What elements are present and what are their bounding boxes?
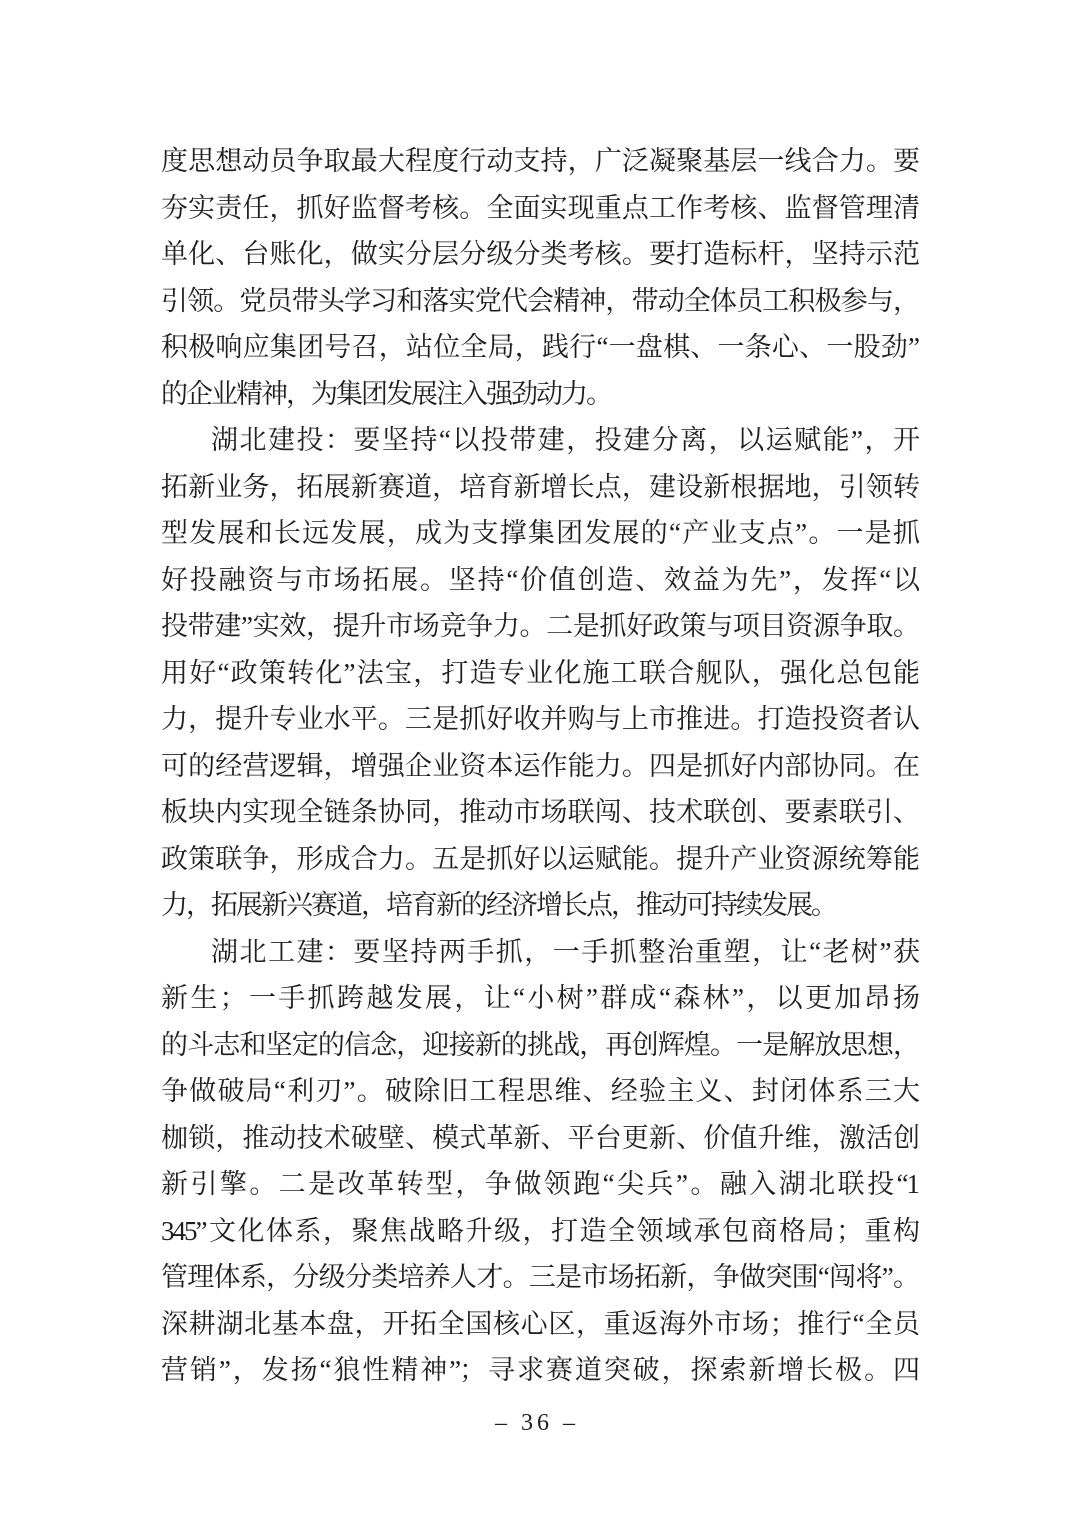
text-line: 的企业精神，为集团发展注入强劲动力。 — [161, 378, 611, 409]
text-line: 拓新业务，拓展新赛道，培育新增长点，建设新根据地，引领转 — [161, 471, 918, 502]
text-line: 力，提升专业水平。三是抓好收并购与上市推进。打造投资者认 — [161, 704, 918, 734]
text-line: 力，拓展新兴赛道，培育新的经济增长点，推动可持续发展。 — [161, 890, 836, 920]
text-line: 积极响应集团号召，站位全局，践行“一盘棋、一条心、一股劲” — [161, 332, 918, 362]
text-line: 深耕湖北基本盘，开拓全国核心区，重返海外市场；推行“全员 — [161, 1308, 918, 1339]
text-line: 湖北工建：要坚持两手抓，一手抓整治重塑，让“老树”获 — [211, 936, 918, 967]
text-line: 管理体系，分级分类培养人才。三是市场拓新，争做突围“闯将”。 — [161, 1262, 918, 1292]
text-line: 单化、台账化，做实分层分级分类考核。要打造标杆，坚持示范 — [161, 239, 918, 269]
document-body — [161, 138, 918, 1394]
text-line: 营销”，发扬“狼性精神”；寻求赛道突破，探索新增长极。四 — [161, 1355, 918, 1385]
text-line: 用好“政策转化”法宝，打造专业化施工联合舰队，强化总包能 — [161, 657, 918, 688]
text-line: 投带建”实效，提升市场竞争力。二是抓好政策与项目资源争取。 — [161, 611, 918, 641]
text-line: 争做破局“利刃”。破除旧工程思维、经验主义、封闭体系三大 — [161, 1076, 918, 1106]
text-line: 345”文化体系，聚焦战略升级，打造全领域承包商格局；重构 — [161, 1215, 918, 1246]
text-line: 湖北建投：要坚持“以投带建，投建分离，以运赋能”，开 — [211, 425, 918, 455]
text-line: 枷锁，推动技术破壁、模式革新、平台更新、价值升维，激活创 — [161, 1122, 918, 1153]
text-line: 型发展和长远发展，成为支撑集团发展的“产业支点”。一是抓 — [161, 518, 918, 548]
text-line: 新引擎。二是改革转型，争做领跑“尖兵”。融入湖北联投“1 — [161, 1169, 918, 1199]
text-line: 夯实责任，抓好监督考核。全面实现重点工作考核、监督管理清 — [161, 192, 918, 223]
text-line: 度思想动员争取最大程度行动支持，广泛凝聚基层一线合力。要 — [161, 146, 918, 176]
text-line: 政策联争，形成合力。五是抓好以运赋能。提升产业资源统筹能 — [161, 843, 918, 874]
text-line: 新生；一手抓跨越发展，让“小树”群成“森林”，以更加昂扬 — [161, 983, 918, 1013]
page-number: – 36 – — [495, 1410, 579, 1436]
text-line: 可的经营逻辑，增强企业资本运作能力。四是抓好内部协同。在 — [161, 750, 918, 781]
text-line: 引领。党员带头学习和落实党代会精神，带动全体员工积极参与， — [161, 285, 918, 316]
text-line: 的斗志和坚定的信念，迎接新的挑战，再创辉煌。一是解放思想， — [161, 1029, 918, 1060]
text-line: 好投融资与市场拓展。坚持“价值创造、效益为先”，发挥“以 — [161, 564, 918, 595]
text-line: 板块内实现全链条协同，推动市场联闯、技术联创、要素联引、 — [161, 797, 918, 827]
